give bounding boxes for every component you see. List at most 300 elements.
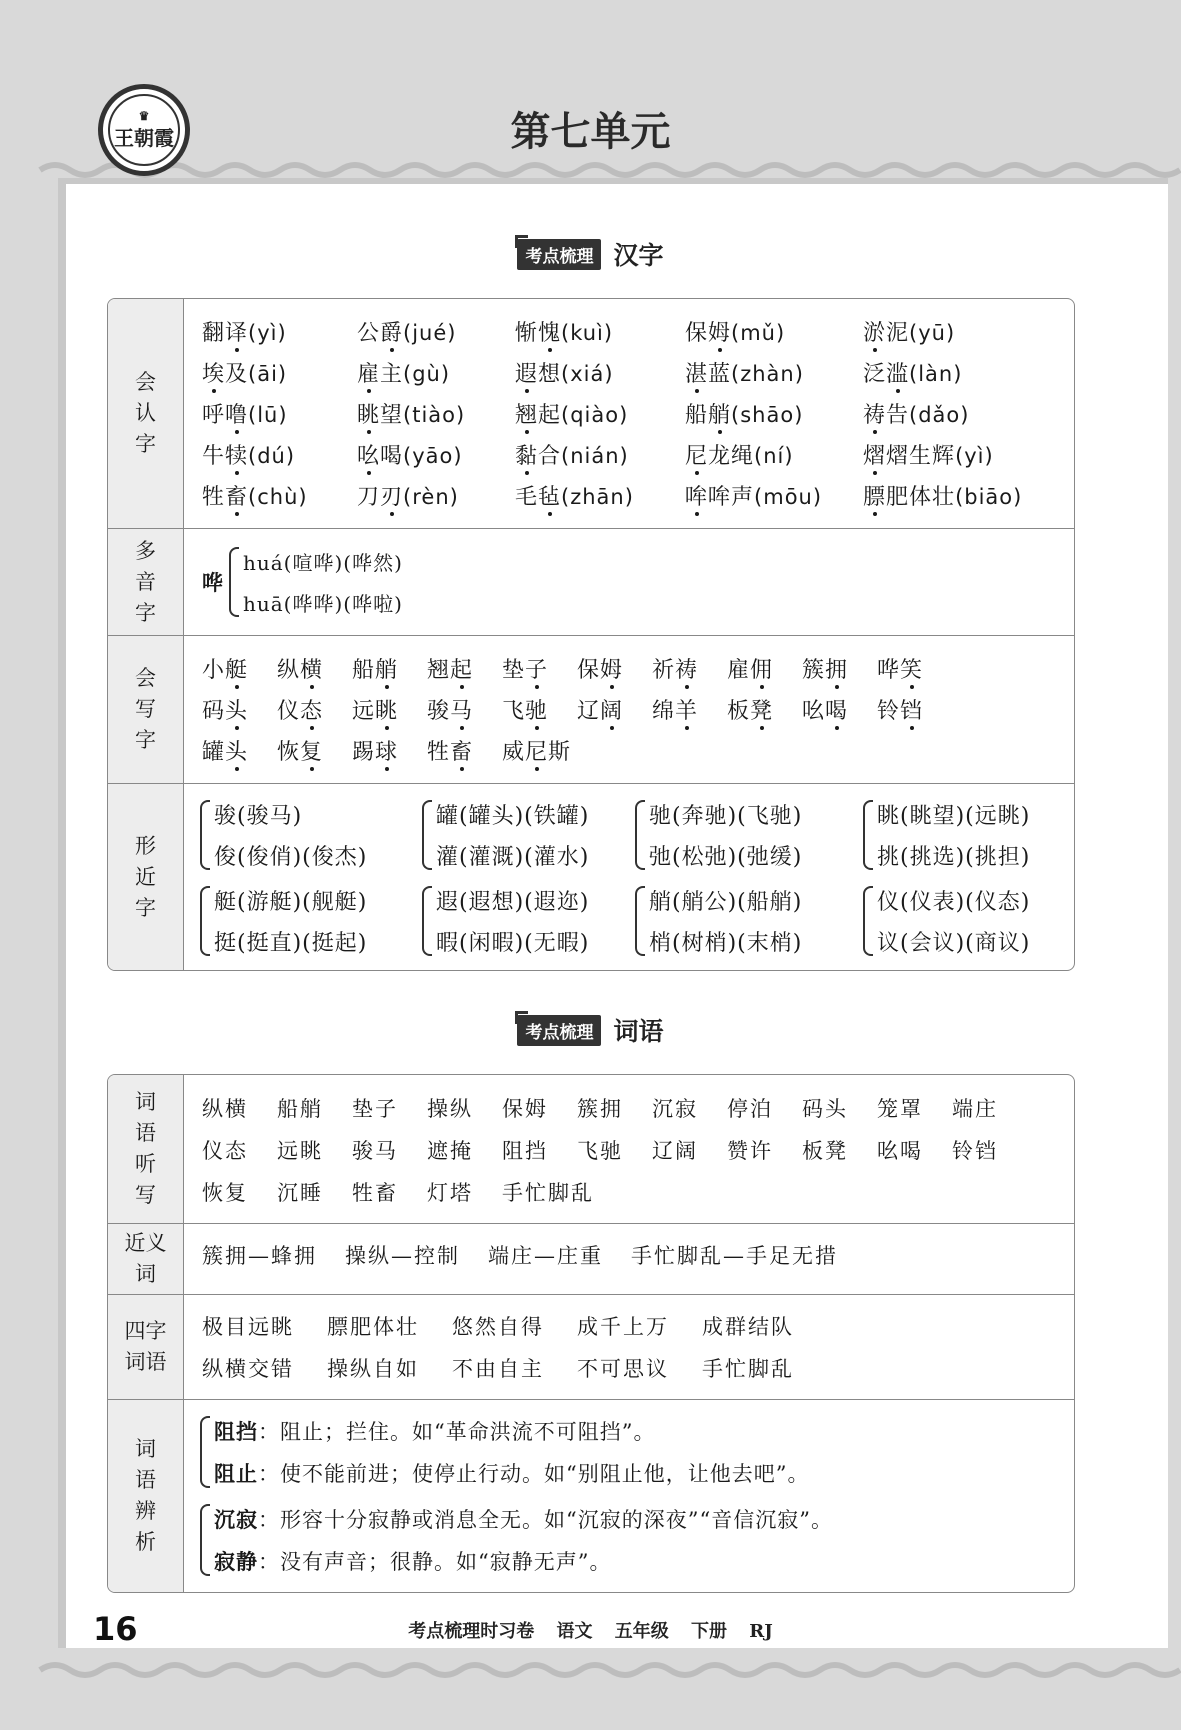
hanzi-char: 头 [225, 699, 249, 724]
hanzi-char: 威 [502, 740, 526, 765]
hanzi-char: 雇 [727, 658, 751, 683]
hanzi-char: 骏 [427, 699, 451, 724]
reading-item [515, 316, 685, 347]
brace [422, 800, 432, 870]
hanzi-char: 尼 [525, 740, 549, 765]
hanzi-char: 铃 [877, 699, 901, 724]
brace-lines [214, 880, 367, 962]
hanzi-char: 龙 [708, 444, 732, 469]
brace-lines [649, 880, 802, 962]
hanzi-char: 马 [450, 699, 474, 724]
writing-word [577, 653, 652, 684]
word-row [202, 689, 1074, 730]
writing-word [652, 694, 727, 725]
pinyin: (āi) [248, 362, 288, 386]
similar-group [422, 794, 635, 876]
similar-char-line: 罐(罐头)(铁罐) [436, 804, 590, 829]
reading-item [515, 480, 685, 511]
idiom: 成群结队 [702, 1315, 794, 1339]
hanzi-char: 姆 [600, 658, 624, 683]
hanzi-char: 望 [380, 403, 404, 428]
dictation-word: 端庄 [952, 1097, 998, 1121]
pinyin: (jué) [403, 321, 457, 345]
idiom: 纵横交错 [202, 1357, 294, 1381]
hanzi-char: 罐 [202, 740, 226, 765]
similar-char-line: 梢(树梢)(末梢) [649, 931, 803, 956]
reading-item [202, 439, 357, 470]
similar-row [200, 794, 1074, 876]
synonym-pair: 簇拥—蜂拥 [202, 1244, 317, 1268]
pinyin: (làn) [909, 362, 963, 386]
hanzi-char: 犊 [225, 444, 249, 469]
brace [200, 800, 210, 870]
dictation-word: 辽阔 [652, 1139, 698, 1163]
reading-item [202, 357, 357, 388]
hanzi-char: 翘 [515, 403, 539, 428]
analysis-group [200, 1498, 1074, 1582]
reading-item [357, 316, 515, 347]
row-duoyinzi [108, 528, 1074, 635]
brace [635, 800, 645, 870]
hanzi-char: 遐 [515, 362, 539, 387]
hanzi-char: 畜 [450, 740, 474, 765]
pinyin: (nián) [561, 444, 629, 468]
word-row [202, 311, 1074, 352]
hanzi-char: 呼 [202, 403, 226, 428]
brace [200, 886, 210, 956]
row-label [108, 529, 184, 635]
brace [200, 1504, 210, 1576]
similar-group [635, 880, 863, 962]
hanzi-char: 畜 [225, 485, 249, 510]
similar-char-line: 议(会议)(商议) [877, 931, 1031, 956]
dictation-word: 远眺 [277, 1139, 323, 1163]
reading-item [685, 439, 863, 470]
similar-char-line: 灌(灌溉)(灌水) [436, 845, 590, 870]
hanzi-char: 壮 [932, 485, 956, 510]
hanzi-char: 祷 [675, 658, 699, 683]
hanzi-char: 合 [538, 444, 562, 469]
dictation-word: 飞驰 [577, 1139, 623, 1163]
brace-lines [214, 1410, 809, 1494]
similar-char-line: 弛(松弛)(弛缓) [649, 845, 803, 870]
hanzi-char: 板 [727, 699, 751, 724]
dictation-word: 板凳 [802, 1139, 848, 1163]
word-row [202, 475, 1074, 516]
hanzi-char: 头 [225, 740, 249, 765]
hanzi-char: 公 [357, 321, 381, 346]
crest-icon: ♛ [138, 108, 150, 123]
analysis-text: ：形容十分寂静或消息全无。如“沉寂的深夜”“音信沉寂”。 [258, 1508, 833, 1532]
row-label-text: 近义词 [124, 1231, 167, 1286]
row-label-text: 多音字 [135, 538, 156, 625]
hanzi-char: 喝 [380, 444, 404, 469]
row-label-text: 词语听写 [135, 1090, 156, 1207]
hanzi-char: 绵 [652, 699, 676, 724]
hanzi-char: 毛 [515, 485, 539, 510]
hanzi-char: 牲 [427, 740, 451, 765]
row-label [108, 1075, 184, 1223]
hanzi-char: 翘 [427, 658, 451, 683]
row-label [108, 784, 184, 970]
hanzi-char: 码 [202, 699, 226, 724]
polyphone-line: huá(喧哗)(哗然) [243, 551, 403, 575]
hanzi-char: 译 [225, 321, 249, 346]
similar-char-line: 艇(游艇)(舰艇) [214, 890, 368, 915]
pinyin: (yāo) [403, 444, 463, 468]
dictation-word: 船艄 [277, 1097, 323, 1121]
writing-word [727, 694, 802, 725]
similar-char-line: 艄(艄公)(船艄) [649, 890, 803, 915]
idiom: 膘肥体壮 [327, 1315, 419, 1339]
brace-lines [214, 1498, 833, 1582]
similar-char-line: 眺(眺望)(远眺) [877, 804, 1031, 829]
similar-group [200, 880, 422, 962]
hanzi-char: 吆 [357, 444, 381, 469]
brace [635, 886, 645, 956]
idiom: 悠然自得 [452, 1315, 544, 1339]
section-title: 词语 [613, 1017, 664, 1046]
row-label [108, 1295, 184, 1399]
dictation-word: 赞许 [727, 1139, 773, 1163]
hanzi-char: 泥 [886, 321, 910, 346]
hanzi-char: 姆 [708, 321, 732, 346]
hanzi-char: 驰 [525, 699, 549, 724]
row-label-text: 形近字 [135, 833, 156, 920]
reading-item [863, 480, 1043, 511]
analysis-key: 沉寂 [214, 1507, 258, 1532]
reading-item [202, 398, 357, 429]
word-row [202, 1305, 1074, 1347]
hanzi-char: 体 [909, 485, 933, 510]
reading-item [357, 439, 515, 470]
dictation-word: 阻挡 [502, 1139, 548, 1163]
hanzi-char: 湛 [685, 362, 709, 387]
hanzi-char: 告 [886, 403, 910, 428]
hanzi-char: 生 [909, 444, 933, 469]
hanzi-char: 笑 [900, 658, 924, 683]
logo-text: 王朝霞 [114, 125, 174, 150]
hanzi-char: 毡 [538, 485, 562, 510]
writing-word [277, 735, 352, 766]
dictation-word: 垫子 [352, 1097, 398, 1121]
hanzi-char: 保 [685, 321, 709, 346]
dictation-word: 保姆 [502, 1097, 548, 1121]
brace-lines [877, 880, 1030, 962]
writing-word [352, 735, 427, 766]
section-header-ciyu [0, 1012, 1181, 1048]
page-number: 16 [93, 1610, 138, 1648]
writing-word [577, 694, 652, 725]
polyphone-char: 哗 [202, 570, 223, 595]
pinyin: (rèn) [403, 485, 459, 509]
section-tag: 考点梳理 [517, 1015, 601, 1046]
hanzi-char: 膘 [863, 485, 887, 510]
row-label [108, 1224, 184, 1294]
analysis-text: ：没有声音；很静。如“寂静无声”。 [258, 1550, 612, 1574]
dictation-word: 沉睡 [277, 1181, 323, 1205]
writing-word [502, 735, 577, 766]
row-jinyici [108, 1223, 1074, 1294]
similar-char-line: 驰(奔驰)(飞驰) [649, 804, 803, 829]
pinyin: (lū) [248, 403, 288, 427]
similar-char-line: 暇(闲暇)(无暇) [436, 931, 590, 956]
unit-title: 第七单元 [510, 109, 671, 155]
hanzi-char: 吆 [802, 699, 826, 724]
hanzi-char: 牲 [202, 485, 226, 510]
analysis-line [214, 1452, 809, 1494]
hanzi-char: 起 [450, 658, 474, 683]
dictation-word: 笼罩 [877, 1097, 923, 1121]
hanzi-char: 滥 [886, 362, 910, 387]
hanzi-char: 刃 [380, 485, 404, 510]
writing-word [277, 653, 352, 684]
dictation-word: 簇拥 [577, 1097, 623, 1121]
hanzi-char: 主 [380, 362, 404, 387]
hanzi-char: 辽 [577, 699, 601, 724]
idiom: 成千上万 [577, 1315, 669, 1339]
reading-item [515, 439, 685, 470]
reading-item [685, 398, 863, 429]
brace [229, 547, 239, 617]
dictation-word: 操纵 [427, 1097, 473, 1121]
word-row [202, 648, 1074, 689]
dictation-word: 手忙脚乱 [502, 1181, 594, 1205]
similar-group [635, 794, 863, 876]
analysis-group [200, 1410, 1074, 1494]
hanzi-char: 艇 [225, 658, 249, 683]
dictation-word: 遮掩 [427, 1139, 473, 1163]
writing-word [202, 653, 277, 684]
hanzi-char: 祷 [863, 403, 887, 428]
similar-row [200, 880, 1074, 962]
row-label-text: 四字词语 [124, 1319, 167, 1374]
reading-item [515, 398, 685, 429]
row-label [108, 299, 184, 528]
hanzi-char: 愧 [538, 321, 562, 346]
writing-word [502, 653, 577, 684]
hanzi-char: 尼 [685, 444, 709, 469]
brace-lines [436, 880, 589, 962]
hanzi-char: 哗 [877, 658, 901, 683]
pinyin: (zhàn) [731, 362, 804, 386]
writing-word [877, 694, 952, 725]
hanzi-char: 船 [685, 403, 709, 428]
polyphone-line: huā(哗哗)(哗啦) [243, 592, 403, 616]
brace [863, 886, 873, 956]
hanzi-char: 声 [731, 485, 755, 510]
footer-caption: 考点梳理时习卷 语文 五年级 下册 RJ [408, 1621, 773, 1642]
similar-char-line: 遐(遐想)(遐迩) [436, 890, 590, 915]
hanzi-char: 想 [538, 362, 562, 387]
hanzi-char: 凳 [750, 699, 774, 724]
pinyin: (chù) [248, 485, 308, 509]
word-row [202, 352, 1074, 393]
dictation-word: 仪态 [202, 1139, 248, 1163]
hanzi-char: 复 [300, 740, 324, 765]
analysis-line [214, 1540, 833, 1582]
hanzi-char: 哞 [685, 485, 709, 510]
synonym-pair: 操纵—控制 [345, 1244, 460, 1268]
row-sizi [108, 1294, 1074, 1399]
similar-group [422, 880, 635, 962]
hanzi-char: 哞 [708, 485, 732, 510]
row-huixiezi [108, 635, 1074, 783]
writing-word [877, 653, 952, 684]
writing-word [802, 653, 877, 684]
hanzi-char: 恢 [277, 740, 301, 765]
writing-word [202, 735, 277, 766]
section-header-hanzi [0, 236, 1181, 272]
pinyin: (tiào) [403, 403, 466, 427]
hanzi-char: 踢 [352, 740, 376, 765]
pinyin: (ní) [754, 444, 794, 468]
hanzi-char: 船 [352, 658, 376, 683]
pinyin: (dú) [248, 444, 296, 468]
dictation-word: 停泊 [727, 1097, 773, 1121]
row-xingjinzi [108, 783, 1074, 970]
hanzi-char: 起 [538, 403, 562, 428]
hanzi-char: 牛 [202, 444, 226, 469]
reading-item [357, 357, 515, 388]
writing-word [277, 694, 352, 725]
brace [863, 800, 873, 870]
analysis-line [214, 1410, 809, 1452]
dictation-word: 灯塔 [427, 1181, 473, 1205]
reading-item [863, 439, 1043, 470]
hanzi-char: 惭 [515, 321, 539, 346]
idiom: 不可思议 [577, 1357, 669, 1381]
hanzi-char: 噜 [225, 403, 249, 428]
reading-item [202, 316, 357, 347]
hanzi-char: 态 [300, 699, 324, 724]
hanzi-char: 熠 [886, 444, 910, 469]
reading-item [685, 316, 863, 347]
analysis-key: 阻止 [214, 1461, 258, 1486]
row-bianxi [108, 1399, 1074, 1592]
hanzi-char: 祈 [652, 658, 676, 683]
brace [422, 886, 432, 956]
writing-word [427, 653, 502, 684]
analysis-text: ：阻止；拦住。如“革命洪流不可阻挡”。 [258, 1420, 656, 1444]
pinyin: (yì) [248, 321, 287, 345]
hanzi-char: 及 [225, 362, 249, 387]
hanzi-char: 眺 [375, 699, 399, 724]
pinyin: (qiào) [561, 403, 629, 427]
hanzi-table [107, 298, 1075, 971]
word-row [202, 1171, 1074, 1213]
pinyin: (mōu) [754, 485, 823, 509]
analysis-text: ：使不能前进；使停止行动。如“别阻止他，让他去吧”。 [258, 1462, 810, 1486]
writing-word [352, 694, 427, 725]
dictation-word: 骏马 [352, 1139, 398, 1163]
section-title: 汉字 [613, 241, 664, 270]
reading-item [685, 480, 863, 511]
hanzi-char: 翻 [202, 321, 226, 346]
dictation-word: 沉寂 [652, 1097, 698, 1121]
similar-group [863, 880, 1043, 962]
ciyu-table [107, 1074, 1075, 1593]
writing-word [202, 694, 277, 725]
synonym-pair: 手忙脚乱—手足无措 [631, 1244, 838, 1268]
similar-group [863, 794, 1043, 876]
row-label-text: 词语辨析 [135, 1437, 156, 1554]
pinyin: (mǔ) [731, 321, 786, 345]
section-tag: 考点梳理 [517, 239, 601, 270]
analysis-line [214, 1498, 833, 1540]
pinyin: (dǎo) [909, 403, 970, 427]
writing-word [802, 694, 877, 725]
hanzi-char: 泛 [863, 362, 887, 387]
hanzi-char: 埃 [202, 362, 226, 387]
row-huirenzi [108, 299, 1074, 528]
row-tingxie [108, 1075, 1074, 1223]
hanzi-char: 簇 [802, 658, 826, 683]
hanzi-char: 雇 [357, 362, 381, 387]
dictation-word: 吆喝 [877, 1139, 923, 1163]
brace-lines [436, 794, 589, 876]
hanzi-char: 辉 [932, 444, 956, 469]
similar-char-line: 俊(俊俏)(俊杰) [214, 845, 368, 870]
hanzi-char: 子 [525, 658, 549, 683]
writing-word [652, 653, 727, 684]
pinyin: (shāo) [731, 403, 804, 427]
row-label-text: 会写字 [135, 666, 156, 752]
similar-group [200, 794, 422, 876]
similar-char-line: 骏(骏马) [214, 804, 303, 829]
dictation-word: 牲畜 [352, 1181, 398, 1205]
synonym-pair: 端庄—庄重 [488, 1244, 603, 1268]
word-row [202, 434, 1074, 475]
reading-item [515, 357, 685, 388]
row-label-text: 会认字 [135, 370, 156, 456]
hanzi-char: 淤 [863, 321, 887, 346]
hanzi-char: 肥 [886, 485, 910, 510]
hanzi-char: 佣 [750, 658, 774, 683]
reading-item [863, 357, 1043, 388]
hanzi-char: 飞 [502, 699, 526, 724]
writing-word [502, 694, 577, 725]
hanzi-char: 斯 [548, 740, 572, 765]
hanzi-char: 黏 [515, 444, 539, 469]
hanzi-char: 刀 [357, 485, 381, 510]
hanzi-char: 喝 [825, 699, 849, 724]
hanzi-char: 绳 [731, 444, 755, 469]
word-row [202, 1129, 1074, 1171]
hanzi-char: 眺 [357, 403, 381, 428]
reading-item [863, 316, 1043, 347]
row-label [108, 636, 184, 783]
writing-word [427, 735, 502, 766]
reading-item [863, 398, 1043, 429]
hanzi-char: 艄 [708, 403, 732, 428]
reading-item [357, 398, 515, 429]
analysis-key: 阻挡 [214, 1419, 258, 1444]
word-row [202, 1347, 1074, 1389]
hanzi-char: 拥 [825, 658, 849, 683]
pinyin: (xiá) [561, 362, 614, 386]
writing-word [352, 653, 427, 684]
dictation-word: 铃铛 [952, 1139, 998, 1163]
hanzi-char: 爵 [380, 321, 404, 346]
word-row [202, 1087, 1074, 1129]
hanzi-char: 垫 [502, 658, 526, 683]
hanzi-char: 横 [300, 658, 324, 683]
idiom: 操纵自如 [327, 1357, 419, 1381]
dictation-word: 恢复 [202, 1181, 248, 1205]
reading-item [357, 480, 515, 511]
hanzi-char: 纵 [277, 658, 301, 683]
